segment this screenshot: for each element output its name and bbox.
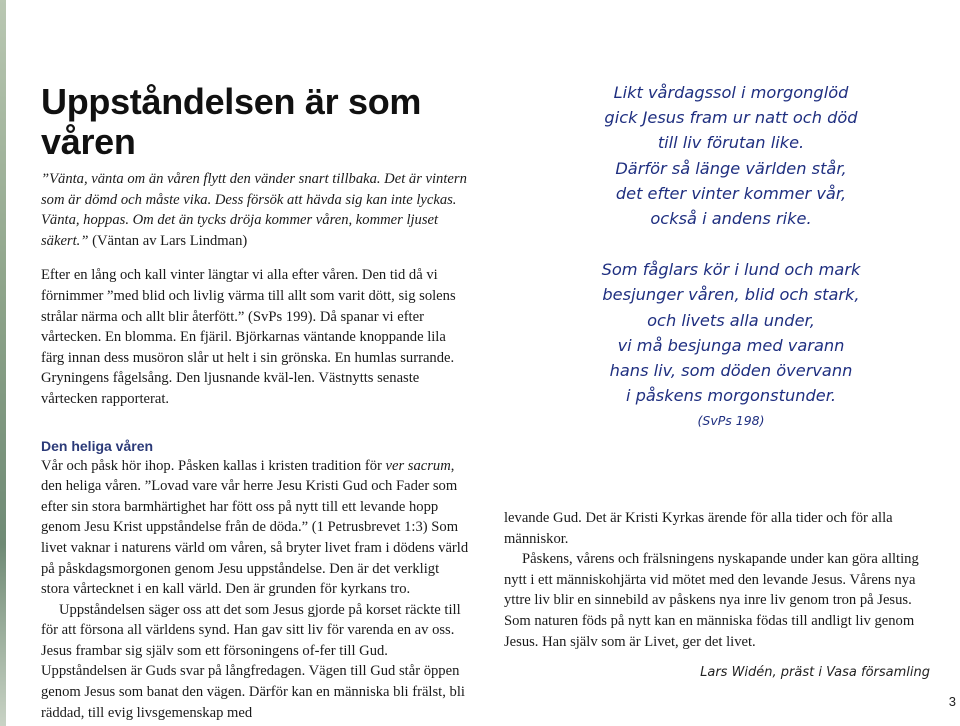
body-paragraph-1: Efter en lång och kall vinter längtar vi alla efter våren. Den tid då vi förnimmer ”med blid och livlig värma till allt som varit dött, sig solens strålar närma och allt blir återfött.” (SvPs 199). Då spanar vi efter vårtecken. En blomma. En fjäril. Björkarnas väntande knoppande lila färg innan dess musöron slår ut helt i sin grönska. En humlas surrande. Gryningens fågelsång. Den ljusnande kväl-len. Västnytts senaste vårtecken rapporterat.	[41, 267, 456, 407]
page-number: 3	[948, 694, 956, 709]
poem-stanza-2	[590, 257, 872, 408]
poem-line: till liv förutan like.	[657, 133, 805, 153]
poem-line: besjunger våren, blid och stark,	[602, 285, 860, 305]
poem-line: Likt vårdagssol i morgonglöd	[613, 83, 849, 102]
right-column-body	[504, 508, 934, 652]
section-p1-end: , den heliga våren. ”Lovad vare vår herre Jesu Kristi Gud och Fader som efter sin stora barmhärtighet har fött oss på nytt till ett levande hopp genom Jesu Krist uppståndelse från de döda.” (1 Petrusbrevet 1:3) Som livet vaknar i naturens värld om våren, så bryter livet fram i dödens värld på påskdagsmorgonen genom Jesu uppståndelse. Den är det verkligt stora vårtecknet i en kall värld. Den är grunden för kyrkans tro.	[41, 457, 469, 598]
poem-stanza-1	[590, 80, 872, 231]
intro-quote-text: ”Vänta, vänta om än våren flytt den vänder snart tillbaka. Det är vintern som är dömd och måste vika. Dess försök att hävda sig kan inte lyckas. Vänta, hoppas. Om det än tycks dröja kommer våren, kommer ljuset säkert.”	[41, 171, 467, 249]
poem-line: Därför så länge världen står,	[615, 158, 847, 178]
section-heading: Den heliga våren	[41, 437, 154, 454]
section-p1-latin: ver sacrum	[385, 457, 451, 474]
section-p1-start: Vår och påsk hör ihop. Påsken kallas i kristen tradition för	[41, 457, 386, 474]
poem-line: hans liv, som döden övervann	[609, 361, 853, 381]
hymn-poem	[590, 80, 872, 430]
continuation-paragraph-2: Påskens, vårens och frälsningens nyskapande under kan göra allting nytt i ett människohjärta vid mötet med den levande Jesus. Vårens nya yttre liv blir en sinnebild av påskens nya inre liv genom tron på Jesus. Som naturen föds på nytt kan en människa födas till andligt liv genom Jesus. Han själv som är Livet, ger det livet.	[504, 551, 919, 650]
poem-line: i påskens morgonstunder.	[625, 386, 837, 406]
left-column	[41, 82, 471, 723]
intro-quote	[41, 169, 471, 251]
author-signature: Lars Widén, präst i Vasa församling	[700, 665, 930, 680]
poem-line: också i andens rike.	[650, 209, 812, 229]
section-paragraph-2: Uppståndelsen säger oss att det som Jesus gjorde på korset räckte till för att försona all världens synd. Han gav sitt liv för varenda en av oss. Jesus frambar sig själv som ett försoningens of-fer till Gud. Uppståndelsen är Guds svar på långfredagen. Vägen till Gud står öppen genom Jesus som banat den vägen. Därför kan en människa bli frälst, bli räddad, till evig livsgemenskap med	[41, 601, 465, 721]
article-title: Uppståndelsen är som våren	[41, 81, 422, 162]
poem-line: och livets alla under,	[647, 310, 815, 330]
intro-quote-attribution: (Väntan av Lars Lindman)	[88, 232, 248, 249]
section-paragraph-1	[41, 456, 471, 600]
poem-line: gick Jesus fram ur natt och död	[604, 108, 858, 128]
poem-line: Som fåglars kör i lund och mark	[601, 260, 861, 280]
photo-edge-strip	[0, 0, 6, 726]
poem-line: det efter vinter kommer vår,	[615, 183, 847, 203]
poem-reference: (SvPs 198)	[697, 413, 765, 429]
poem-line: vi må besjunga med varann	[617, 335, 845, 355]
continuation-paragraph-1: levande Gud. Det är Kristi Kyrkas ärende för alla tider och för alla människor.	[504, 510, 893, 547]
